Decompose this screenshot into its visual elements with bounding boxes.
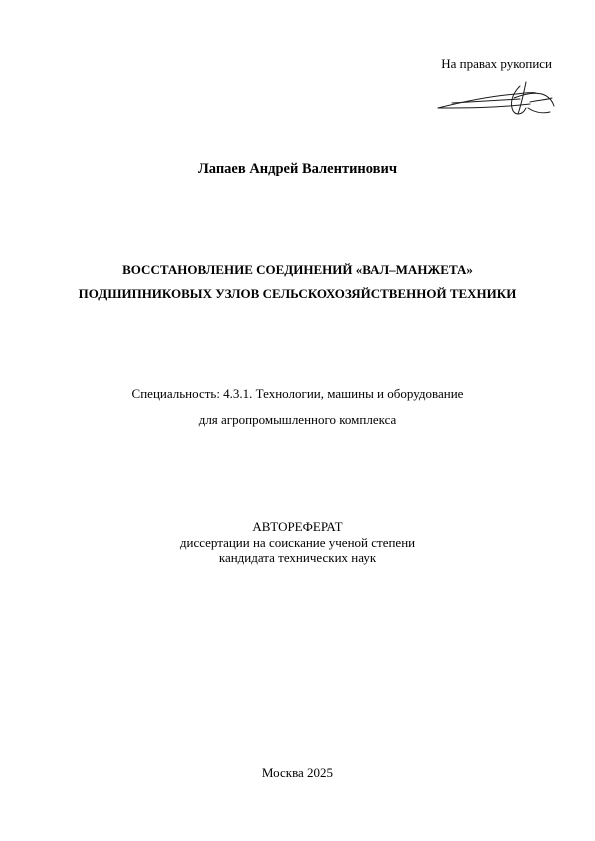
- title-line-2: ПОДШИПНИКОВЫХ УЗЛОВ СЕЛЬСКОХОЗЯЙСТВЕННОЙ ТЕХНИКИ: [78, 286, 517, 301]
- author-signature: [434, 78, 558, 122]
- specialty-line-2: для агропромышленного комплекса: [198, 412, 397, 427]
- specialty-block: [0, 381, 595, 433]
- author-name: Лапаев Андрей Валентинович: [197, 161, 398, 177]
- title-line-1: ВОССТАНОВЛЕНИЕ СОЕДИНЕНИЙ «ВАЛ–МАНЖЕТА»: [122, 262, 473, 277]
- dissertation-title: [0, 258, 595, 306]
- document-type-block: [0, 519, 595, 565]
- manuscript-rights-note: На правах рукописи: [441, 56, 552, 71]
- specialty-line-1: Специальность: 4.3.1. Технологии, машины и оборудование: [131, 386, 464, 401]
- document-type-line-1: диссертации на соискание ученой степени: [179, 535, 416, 550]
- document-type-line-2: кандидата технических наук: [218, 550, 377, 565]
- document-type-heading: АВТОРЕФЕРАТ: [252, 519, 343, 534]
- place-and-year: Москва 2025: [261, 765, 334, 780]
